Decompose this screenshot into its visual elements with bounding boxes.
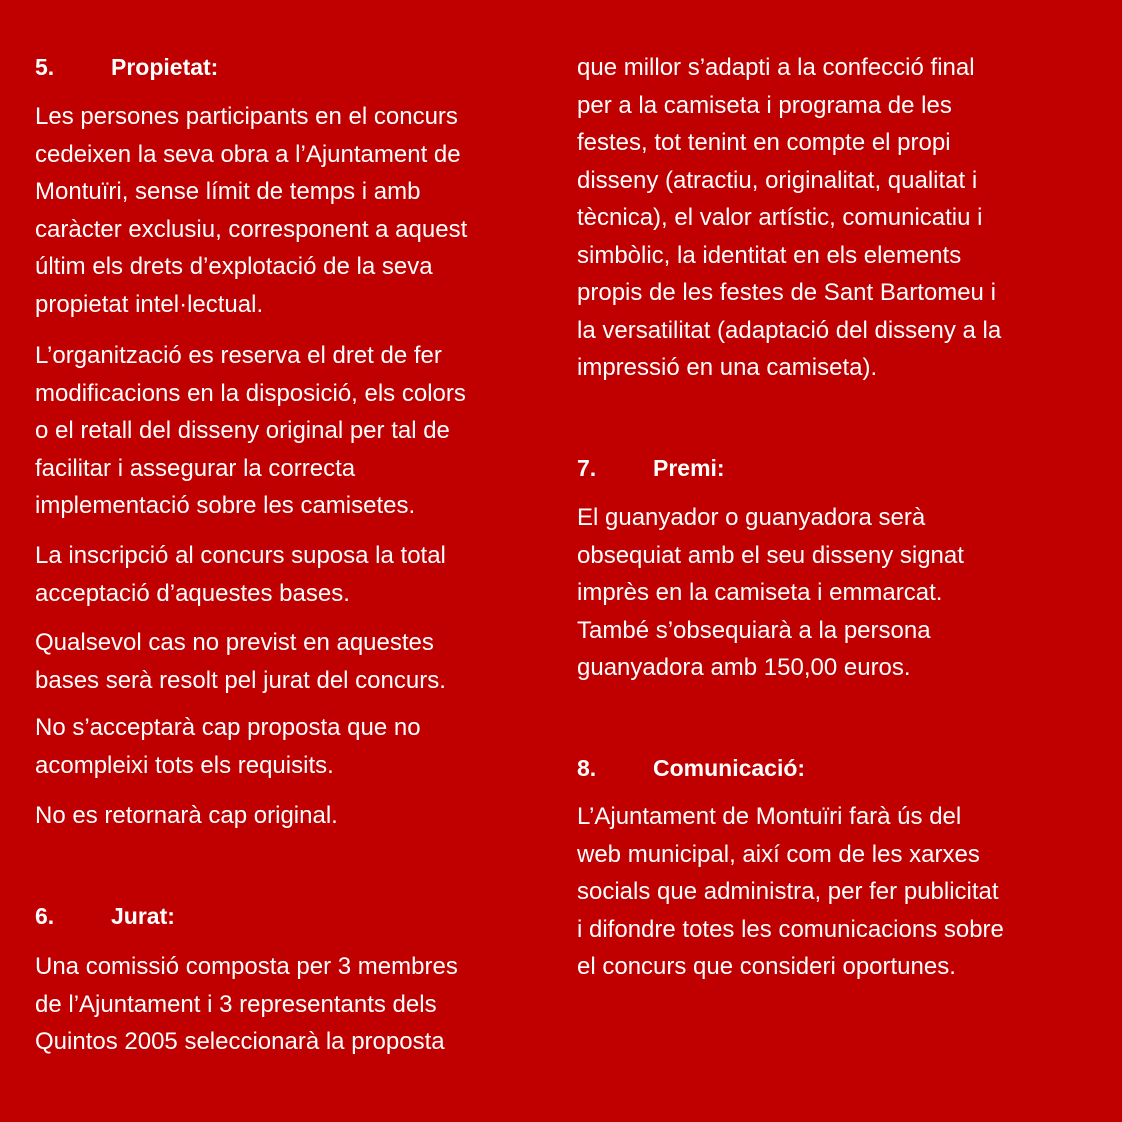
section-5-title: Propietat: xyxy=(111,54,219,80)
text-line: Montuïri, sense límit de temps i amb xyxy=(35,178,421,205)
text-line: cedeixen la seva obra a l’Ajuntament de xyxy=(35,140,461,168)
section-6-number: 6. xyxy=(35,903,55,929)
text-line: No es retornarà cap original. xyxy=(35,802,338,829)
section-8-number: 8. xyxy=(577,755,597,781)
section-8-title: Comunicació: xyxy=(653,755,806,781)
text-line: modificacions en la disposició, els colors xyxy=(35,379,466,407)
text-line: per a la camiseta i programa de les xyxy=(577,91,952,119)
text-line: imprès en la camiseta i emmarcat. xyxy=(577,579,943,606)
text-line: bases serà resolt pel jurat del concurs. xyxy=(35,666,446,694)
section-5-heading xyxy=(35,52,218,82)
section-6-heading xyxy=(35,901,175,931)
text-line: impressió en una camiseta). xyxy=(577,354,878,381)
section-8-heading xyxy=(577,753,805,783)
text-line: No s’acceptarà cap proposta que no xyxy=(35,714,421,741)
text-line: Una comissió composta per 3 membres xyxy=(35,953,458,980)
text-line: L’organització es reserva el dret de fer xyxy=(35,342,442,369)
section-5-paragraph-4 xyxy=(35,624,525,699)
section-8-paragraph-1 xyxy=(577,798,1067,986)
text-line: i difondre totes les comunicacions sobre xyxy=(577,915,1004,943)
text-line: També s’obsequiarà a la persona xyxy=(577,616,931,644)
section-7-title: Premi: xyxy=(653,455,725,481)
text-line: caràcter exclusiu, corresponent a aquest xyxy=(35,215,468,243)
text-line: de l’Ajuntament i 3 representants dels xyxy=(35,990,437,1018)
section-6-paragraph-1 xyxy=(35,948,525,1061)
text-line: o el retall del disseny original per tal de xyxy=(35,417,450,444)
section-7-heading xyxy=(577,453,725,483)
text-line: acompleixi tots els requisits. xyxy=(35,751,334,779)
text-line: Quintos 2005 seleccionarà la proposta xyxy=(35,1028,445,1055)
section-7-paragraph-1 xyxy=(577,499,1067,687)
text-line: la versatilitat (adaptació del disseny a la xyxy=(577,316,1002,344)
text-line: socials que administra, per fer publicitat xyxy=(577,878,999,905)
text-line: simbòlic, la identitat en els elements xyxy=(577,241,962,269)
text-line: guanyadora amb 150,00 euros. xyxy=(577,654,911,681)
section-5-paragraph-3 xyxy=(35,537,525,612)
section-5-paragraph-5 xyxy=(35,709,525,784)
text-line: web municipal, així com de les xarxes xyxy=(577,840,980,868)
text-line: obsequiat amb el seu disseny signat xyxy=(577,541,964,569)
text-line: propis de les festes de Sant Bartomeu i xyxy=(577,279,996,306)
text-line: Les persones participants en el concurs xyxy=(35,103,458,130)
section-5-paragraph-1 xyxy=(35,98,525,323)
text-line: El guanyador o guanyadora serà xyxy=(577,504,926,531)
section-5-paragraph-2 xyxy=(35,337,525,525)
text-line: Qualsevol cas no previst en aquestes xyxy=(35,629,434,656)
text-line: que millor s’adapti a la confecció final xyxy=(577,54,975,81)
text-line: tècnica), el valor artístic, comunicatiu i xyxy=(577,204,983,231)
text-line: propietat intel·lectual. xyxy=(35,290,264,318)
text-line: facilitar i assegurar la correcta xyxy=(35,454,356,482)
text-line: disseny (atractiu, originalitat, qualitat i xyxy=(577,166,978,194)
text-line: implementació sobre les camisetes. xyxy=(35,492,416,519)
text-line: últim els drets d’explotació de la seva xyxy=(35,253,433,280)
section-7-number: 7. xyxy=(577,455,597,481)
text-line: el concurs que consideri oportunes. xyxy=(577,953,956,980)
text-line: La inscripció al concurs suposa la total xyxy=(35,542,446,569)
section-6-paragraph-continuation xyxy=(577,49,1067,387)
text-line: L’Ajuntament de Montuïri farà ús del xyxy=(577,803,962,830)
section-5-number: 5. xyxy=(35,54,55,80)
text-line: acceptació d’aquestes bases. xyxy=(35,579,350,607)
section-6-title: Jurat: xyxy=(111,903,175,929)
section-5-paragraph-6 xyxy=(35,797,525,835)
text-line: festes, tot tenint en compte el propi xyxy=(577,129,951,156)
